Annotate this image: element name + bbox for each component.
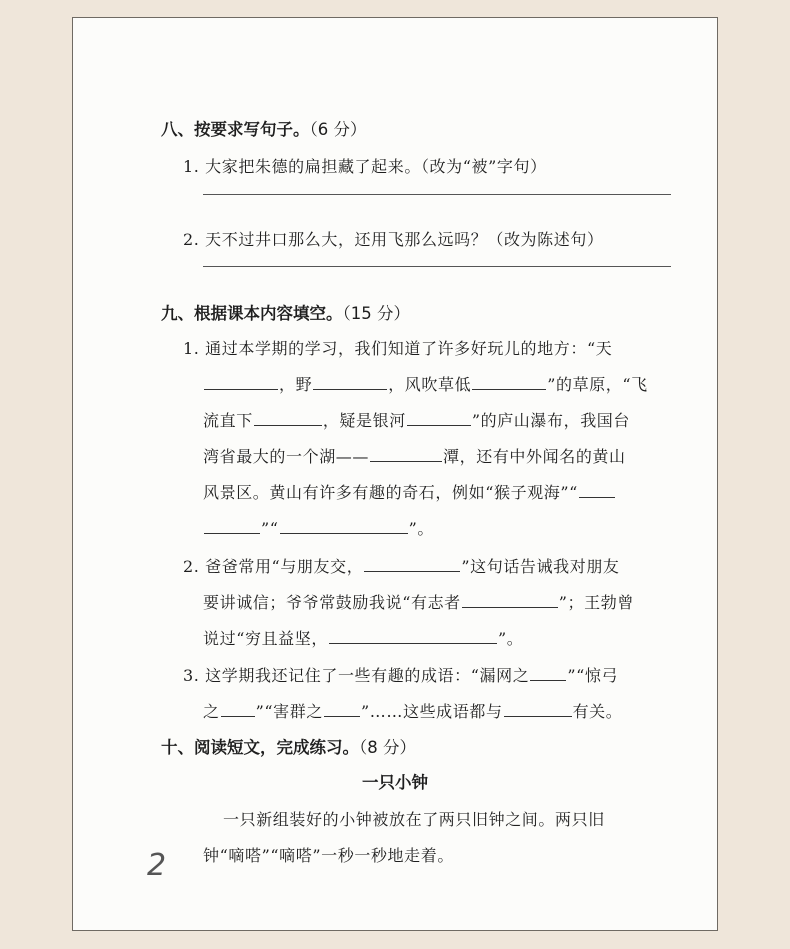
question-9-1-line-4 — [203, 444, 626, 467]
section-8-points: （6 分） — [309, 120, 367, 139]
blank[interactable] — [364, 554, 460, 572]
story-paragraph-line-2: 钟“嘀嗒”“嘀嗒”一秒一秒地走着。 — [203, 846, 454, 865]
question-9-1-line-2 — [203, 372, 648, 395]
blank[interactable] — [530, 663, 566, 681]
blank[interactable] — [579, 480, 615, 498]
text: ”的草原，“飞 — [547, 375, 648, 394]
question-9-1-line-1: 1. 通过本学期的学习，我们知道了许多好玩儿的地方：“天 — [183, 339, 613, 358]
question-8-1: 1. 大家把朱德的扁担藏了起来。（改为“被”字句） — [183, 157, 547, 176]
story-title: 一只小钟 — [362, 773, 428, 792]
question-9-3-line-1 — [183, 663, 618, 686]
section-9-heading — [161, 300, 410, 324]
text: ”的庐山瀑布，我国台 — [471, 411, 631, 430]
blank[interactable] — [221, 699, 255, 717]
question-8-2: 2. 天不过井口那么大，还用飞那么远吗？（改为陈述句） — [183, 230, 604, 249]
question-9-1-line-6 — [203, 516, 434, 539]
story-paragraph-line-1: 一只新组装好的小钟被放在了两只旧钟之间。两只旧 — [223, 810, 605, 829]
answer-line-8-2[interactable] — [203, 266, 671, 267]
blank[interactable] — [472, 372, 546, 390]
blank[interactable] — [204, 516, 260, 534]
text: ”。 — [497, 629, 524, 648]
question-9-1-line-3 — [203, 408, 630, 431]
worksheet-page — [72, 17, 718, 931]
text: ”这句话告诫我对朋友 — [461, 557, 620, 576]
text: ”；王勃曾 — [558, 593, 634, 612]
blank[interactable] — [324, 699, 360, 717]
section-9-title: 九、根据课本内容填空。 — [161, 304, 343, 323]
text: 风景区。黄山有许多有趣的奇石，例如“猴子观海”“ — [203, 483, 578, 502]
question-9-2-line-2 — [203, 590, 634, 613]
text: 要讲诚信；爷爷常鼓励我说“有志者 — [203, 593, 461, 612]
text: 3. 这学期我还记住了一些有趣的成语：“漏网之 — [183, 666, 530, 685]
section-10-points: （8 分） — [359, 738, 416, 757]
text: ”。 — [408, 519, 434, 538]
section-10-title: 十、阅读短文，完成练习。 — [161, 738, 359, 757]
blank[interactable] — [504, 699, 572, 717]
answer-line-8-1[interactable] — [203, 194, 671, 195]
text: 说过“穷且益坚， — [203, 629, 328, 648]
blank[interactable] — [407, 408, 471, 426]
text: 湾省最大的一个湖—— — [203, 447, 370, 466]
text: 之 — [203, 702, 220, 721]
text: ”……这些成语都与 — [360, 702, 503, 721]
section-10-heading — [161, 734, 416, 758]
text: ”“ — [261, 519, 279, 538]
text: 有关。 — [572, 702, 623, 721]
section-8-heading — [161, 116, 367, 140]
blank[interactable] — [313, 372, 387, 390]
text: 潭，还有中外闻名的黄山 — [443, 447, 626, 466]
blank[interactable] — [462, 590, 558, 608]
blank[interactable] — [329, 626, 497, 644]
blank[interactable] — [370, 444, 442, 462]
blank[interactable] — [204, 372, 278, 390]
section-9-points: （15 分） — [342, 304, 410, 323]
text: ，疑是银河 — [322, 411, 406, 430]
question-9-1-line-5 — [203, 480, 616, 503]
question-9-3-line-2 — [203, 699, 622, 722]
text: ，风吹草低 — [388, 375, 472, 394]
question-9-2-line-1 — [183, 554, 620, 577]
page-number: 2 — [147, 848, 167, 883]
blank[interactable] — [280, 516, 408, 534]
text: ”“惊弓 — [567, 666, 619, 685]
text: 2. 爸爸常用“与朋友交， — [183, 557, 364, 576]
text: ”“害群之 — [255, 702, 323, 721]
text: ，野 — [279, 375, 313, 394]
text: 流直下 — [203, 411, 253, 430]
blank[interactable] — [254, 408, 322, 426]
question-9-2-line-3 — [203, 626, 523, 649]
section-8-title: 八、按要求写句子。 — [161, 120, 310, 139]
